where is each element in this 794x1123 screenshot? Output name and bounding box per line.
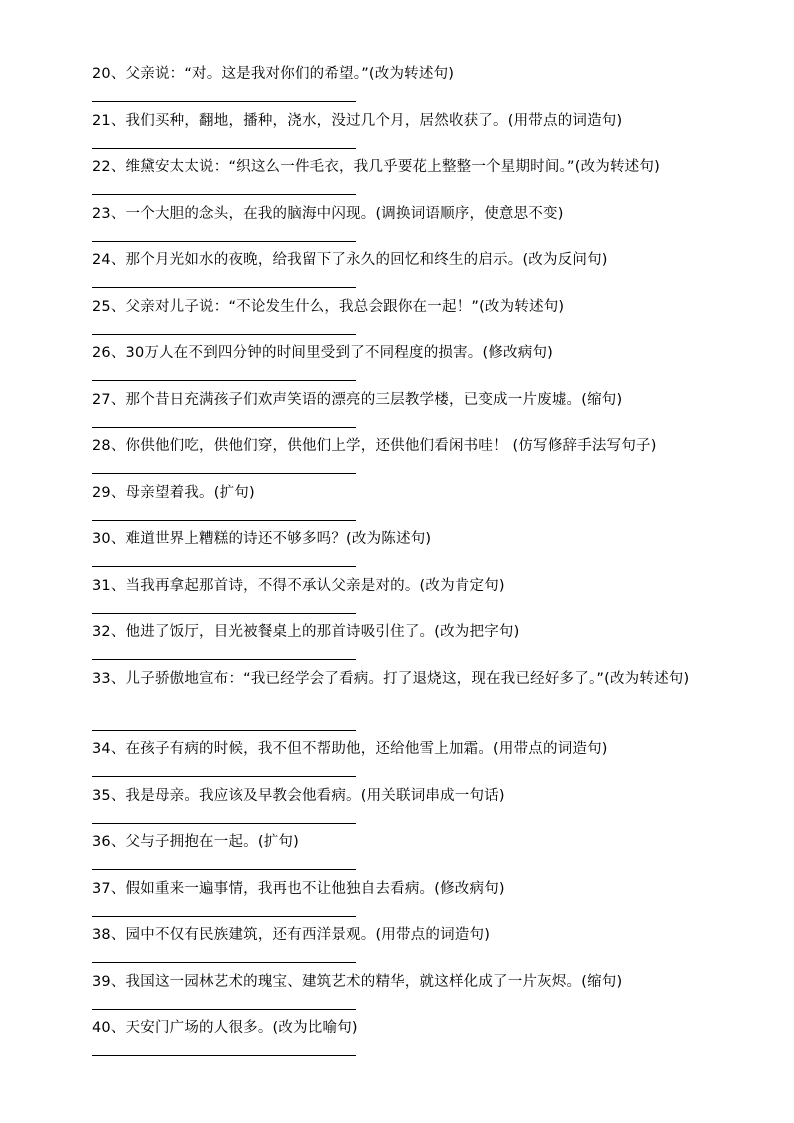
- question-26: [0, 342, 794, 388]
- answer-line[interactable]: [92, 334, 356, 335]
- answer-line[interactable]: [92, 241, 356, 242]
- answer-line[interactable]: [92, 566, 356, 567]
- question-24: [0, 249, 794, 295]
- question-text: 29、母亲望着我。(扩句): [92, 485, 255, 501]
- question-29: [0, 482, 794, 528]
- question-text: 37、假如重来一遍事情，我再也不让他独自去看病。(修改病句): [92, 881, 505, 897]
- question-text: 28、你供他们吃，供他们穿，供他们上学，还供他们看闲书哇！ (仿写修辞手法写句子): [92, 438, 657, 454]
- question-text: 32、他进了饭厅，目光被餐桌上的那首诗吸引住了。(改为把字句): [92, 624, 520, 640]
- question-25: [0, 296, 794, 342]
- answer-line[interactable]: [92, 520, 356, 521]
- answer-line[interactable]: [92, 1055, 356, 1056]
- question-text: 30、难道世界上糟糕的诗还不够多吗？(改为陈述句): [92, 531, 432, 547]
- answer-line[interactable]: [92, 473, 356, 474]
- answer-line[interactable]: [92, 194, 356, 195]
- question-text: 20、父亲说：“对。这是我对你们的希望。”(改为转述句): [92, 66, 455, 82]
- answer-line[interactable]: [92, 427, 356, 428]
- question-38: [0, 924, 794, 970]
- question-text: 21、我们买种，翻地，播种，浇水，没过几个月，居然收获了。(用带点的词造句): [92, 113, 623, 129]
- question-text: 33、儿子骄傲地宣布：“我已经学会了看病。打了退烧这，现在我已经好多了。”(改为转述句): [92, 671, 690, 687]
- question-33: [0, 668, 794, 738]
- question-text: 39、我国这一园林艺术的瑰宝、建筑艺术的精华，就这样化成了一片灰烬。(缩句): [92, 974, 623, 990]
- answer-line[interactable]: [92, 776, 356, 777]
- question-text: 23、一个大胆的念头，在我的脑海中闪现。(调换词语顺序，使意思不变): [92, 206, 564, 222]
- question-36: [0, 831, 794, 877]
- question-text: 40、天安门广场的人很多。(改为比喻句): [92, 1020, 358, 1036]
- answer-line[interactable]: [92, 659, 356, 660]
- question-23: [0, 203, 794, 249]
- answer-line[interactable]: [92, 287, 356, 288]
- question-39: [0, 971, 794, 1017]
- question-text: 35、我是母亲。我应该及早教会他看病。(用关联词串成一句话): [92, 788, 505, 804]
- question-text: 24、那个月光如水的夜晚，给我留下了永久的回忆和终生的启示。(改为反问句): [92, 252, 608, 268]
- answer-line[interactable]: [92, 380, 356, 381]
- question-22: [0, 156, 794, 202]
- question-text: 27、那个昔日充满孩子们欢声笑语的漂亮的三层教学楼，已变成一片废墟。(缩句): [92, 392, 623, 408]
- answer-line[interactable]: [92, 1009, 356, 1010]
- question-21: [0, 110, 794, 156]
- question-text: 22、维黛安太太说：“织这么一件毛衣，我几乎要花上整整一个星期时间。”(改为转述句): [92, 159, 660, 175]
- question-text: 38、园中不仅有民族建筑，还有西洋景观。(用带点的词造句): [92, 927, 491, 943]
- question-31: [0, 575, 794, 621]
- question-20: [0, 63, 794, 109]
- answer-line[interactable]: [92, 823, 356, 824]
- question-text: 25、父亲对儿子说：“不论发生什么，我总会跟你在一起！”(改为转述句): [92, 299, 565, 315]
- answer-line[interactable]: [92, 613, 356, 614]
- question-40: [0, 1017, 794, 1063]
- question-text: 31、当我再拿起那首诗，不得不承认父亲是对的。(改为肯定句): [92, 578, 505, 594]
- question-34: [0, 738, 794, 784]
- answer-line[interactable]: [92, 916, 356, 917]
- answer-line[interactable]: [92, 962, 356, 963]
- question-32: [0, 621, 794, 667]
- question-28: [0, 435, 794, 481]
- question-30: [0, 528, 794, 574]
- question-35: [0, 785, 794, 831]
- answer-line[interactable]: [92, 730, 356, 731]
- question-text: 26、30万人在不到四分钟的时间里受到了不同程度的损害。(修改病句): [92, 345, 554, 361]
- answer-line[interactable]: [92, 101, 356, 102]
- question-text: 36、父与子拥抱在一起。(扩句): [92, 834, 299, 850]
- question-text: 34、在孩子有病的时候，我不但不帮助他，还给他雪上加霜。(用带点的词造句): [92, 741, 608, 757]
- question-37: [0, 878, 794, 924]
- question-27: [0, 389, 794, 435]
- answer-line[interactable]: [92, 148, 356, 149]
- answer-line[interactable]: [92, 869, 356, 870]
